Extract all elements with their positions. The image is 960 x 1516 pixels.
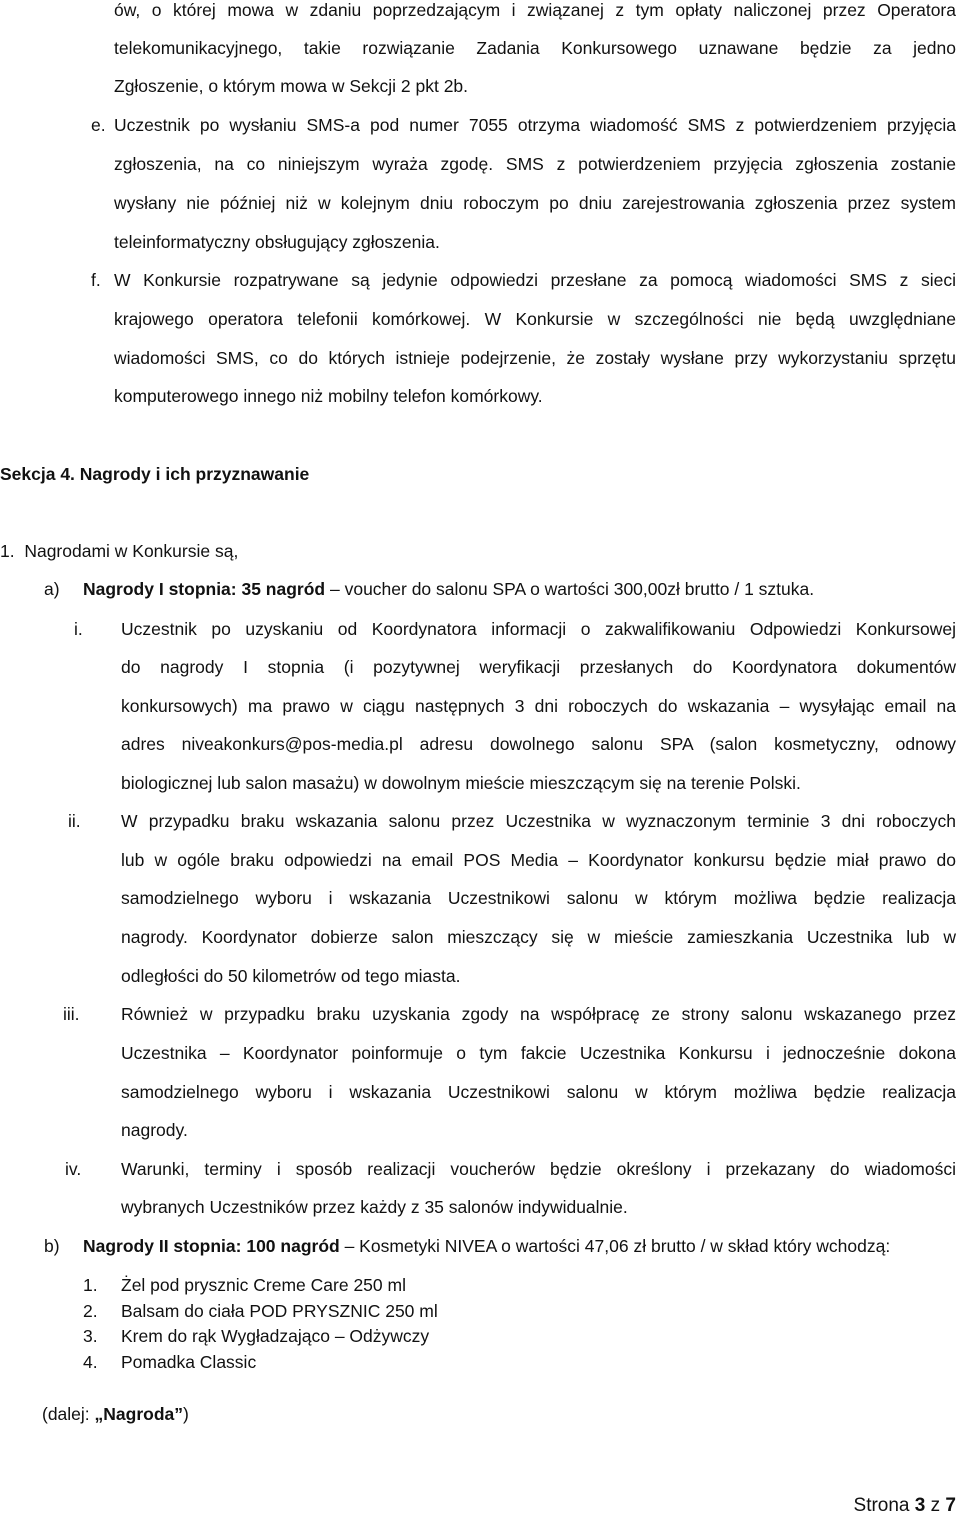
page-number xyxy=(854,1496,956,1516)
prize-alias xyxy=(42,1404,189,1424)
section-heading: Sekcja 4. Nagrody i ich przyznawanie xyxy=(0,464,310,484)
paragraph-line: wiadomości SMS, co do których istnieje podejrzenie, że zostały wysłane przy wykorzystaniu sprzętu xyxy=(114,348,956,368)
total-pages: 7 xyxy=(945,1495,956,1516)
prize-line-b xyxy=(83,1236,890,1256)
paragraph-line: Również w przypadku braku uzyskania zgody na współpracę ze strony salonu wskazanego przez xyxy=(121,1004,956,1024)
prize-title: Nagrody II stopnia: 100 nagród xyxy=(83,1236,340,1256)
paragraph-line: Warunki, terminy i sposób realizacji voucherów będzie określony i przekazany do wiadomości xyxy=(121,1159,956,1179)
list-marker: ii. xyxy=(68,811,81,831)
paragraph-line: wysłany nie później niż w kolejnym dniu roboczym po dniu zarejestrowania zgłoszenia przez system xyxy=(114,193,956,213)
product-number: 3. xyxy=(83,1326,98,1346)
list-marker: iii. xyxy=(63,1004,80,1024)
current-page: 3 xyxy=(914,1495,926,1516)
paragraph-line: samodzielnego wyboru i wskazania Uczestnikowi salonu w którym możliwa będzie realizacja xyxy=(121,1082,956,1102)
product-name: Krem do rąk Wygładzająco – Odżywczy xyxy=(121,1326,430,1346)
list-marker: i. xyxy=(74,619,83,639)
paragraph-line: wybranych Uczestników przez każdy z 35 salonów indywidualnie. xyxy=(121,1197,628,1217)
paragraph-line: nagrody. Koordynator dobierze salon mieszczący się w mieście zamieszkania Uczestnika lub w xyxy=(121,927,956,947)
paragraph-line: konkursowych) ma prawo w ciągu następnych 3 dni roboczych do wskazania – wysyłając email na xyxy=(121,696,956,716)
list-marker: iv. xyxy=(65,1159,82,1179)
product-number: 4. xyxy=(83,1352,98,1372)
paragraph-line: biologicznej lub salon masażu) w dowolnym mieście mieszczącym się na terenie Polski. xyxy=(121,773,801,793)
paragraph-line: Zgłoszenie, o którym mowa w Sekcji 2 pkt 2b. xyxy=(114,76,469,96)
product-number: 1. xyxy=(83,1275,98,1295)
paragraph-line: zgłoszenia, na co niniejszym wyraża zgodę. SMS z potwierdzeniem przyjęcia zgłoszenia zostanie xyxy=(114,154,956,174)
list-marker: a) xyxy=(44,579,60,599)
paragraph-line: Uczestnika – Koordynator poinformuje o tym fakcie Uczestnika Konkursu i jednocześnie dokona xyxy=(121,1043,956,1063)
prize-description: – Kosmetyki NIVEA o wartości 47,06 zł brutto / w skład który wchodzą: xyxy=(339,1236,891,1256)
list-marker: e. xyxy=(91,115,106,135)
prize-title: Nagrody I stopnia: 35 nagród xyxy=(83,579,326,599)
product-number: 2. xyxy=(83,1301,98,1321)
alias-prefix: (dalej: xyxy=(42,1404,95,1424)
paragraph-line: ów, o której mowa w zdaniu poprzedzającym i związanej z tym opłaty naliczonej przez Operatora xyxy=(114,0,956,20)
paragraph-line: do nagrody I stopnia (i pozytywnej weryfikacji przesłanych do Koordynatora dokumentów xyxy=(121,657,956,677)
paragraph-line: adres niveakonkurs@pos-media.pl adresu dowolnego salonu SPA (salon kosmetyczny, odnowy xyxy=(121,734,956,754)
paragraph-line: Uczestnik po uzyskaniu od Koordynatora informacji o zakwalifikowaniu Odpowiedzi Konkursowej xyxy=(121,619,956,639)
list-marker: b) xyxy=(44,1236,60,1256)
paragraph-line: telekomunikacyjnego, takie rozwiązanie Zadania Konkursowego uznawane będzie za jedno xyxy=(114,38,956,58)
paragraph-line: odległości do 50 kilometrów od tego miasta. xyxy=(121,966,461,986)
alias-suffix: ) xyxy=(183,1404,189,1424)
product-name: Żel pod prysznic Creme Care 250 ml xyxy=(121,1275,406,1295)
list-marker: f. xyxy=(91,270,101,290)
product-name: Balsam do ciała POD PRYSZNIC 250 ml xyxy=(121,1301,438,1321)
prize-line-a xyxy=(83,579,814,599)
paragraph-line: samodzielnego wyboru i wskazania Uczestnikowi salonu w którym możliwa będzie realizacja xyxy=(121,888,956,908)
paragraph-line: nagrody. xyxy=(121,1120,188,1140)
numbered-point: 1. Nagrodami w Konkursie są, xyxy=(0,541,239,561)
paragraph-line: krajowego operatora telefonii komórkowej. W Konkursie w szczególności nie będą uwzględniane xyxy=(114,309,956,329)
paragraph-line: Uczestnik po wysłaniu SMS-a pod numer 7055 otrzyma wiadomość SMS z potwierdzeniem przyjęcia xyxy=(114,115,956,135)
paragraph-line: teleinformatyczny obsługujący zgłoszenia. xyxy=(114,232,440,252)
paragraph-line: lub w ogóle braku odpowiedzi na email POS Media – Koordynator konkursu będzie miał prawo do xyxy=(121,850,956,870)
page-label: Strona xyxy=(853,1495,915,1516)
page-separator: z xyxy=(925,1495,946,1516)
paragraph-line: W przypadku braku wskazania salonu przez Uczestnika w wyznaczonym terminie 3 dni roboczych xyxy=(121,811,956,831)
product-name: Pomadka Classic xyxy=(121,1352,257,1372)
paragraph-line: komputerowego innego niż mobilny telefon komórkowy. xyxy=(114,386,543,406)
alias-term: „Nagroda” xyxy=(94,1404,184,1424)
paragraph-line: W Konkursie rozpatrywane są jedynie odpowiedzi przesłane za pomocą wiadomości SMS z sieci xyxy=(114,270,956,290)
prize-description: – voucher do salonu SPA o wartości 300,00zł brutto / 1 sztuka. xyxy=(325,579,815,599)
